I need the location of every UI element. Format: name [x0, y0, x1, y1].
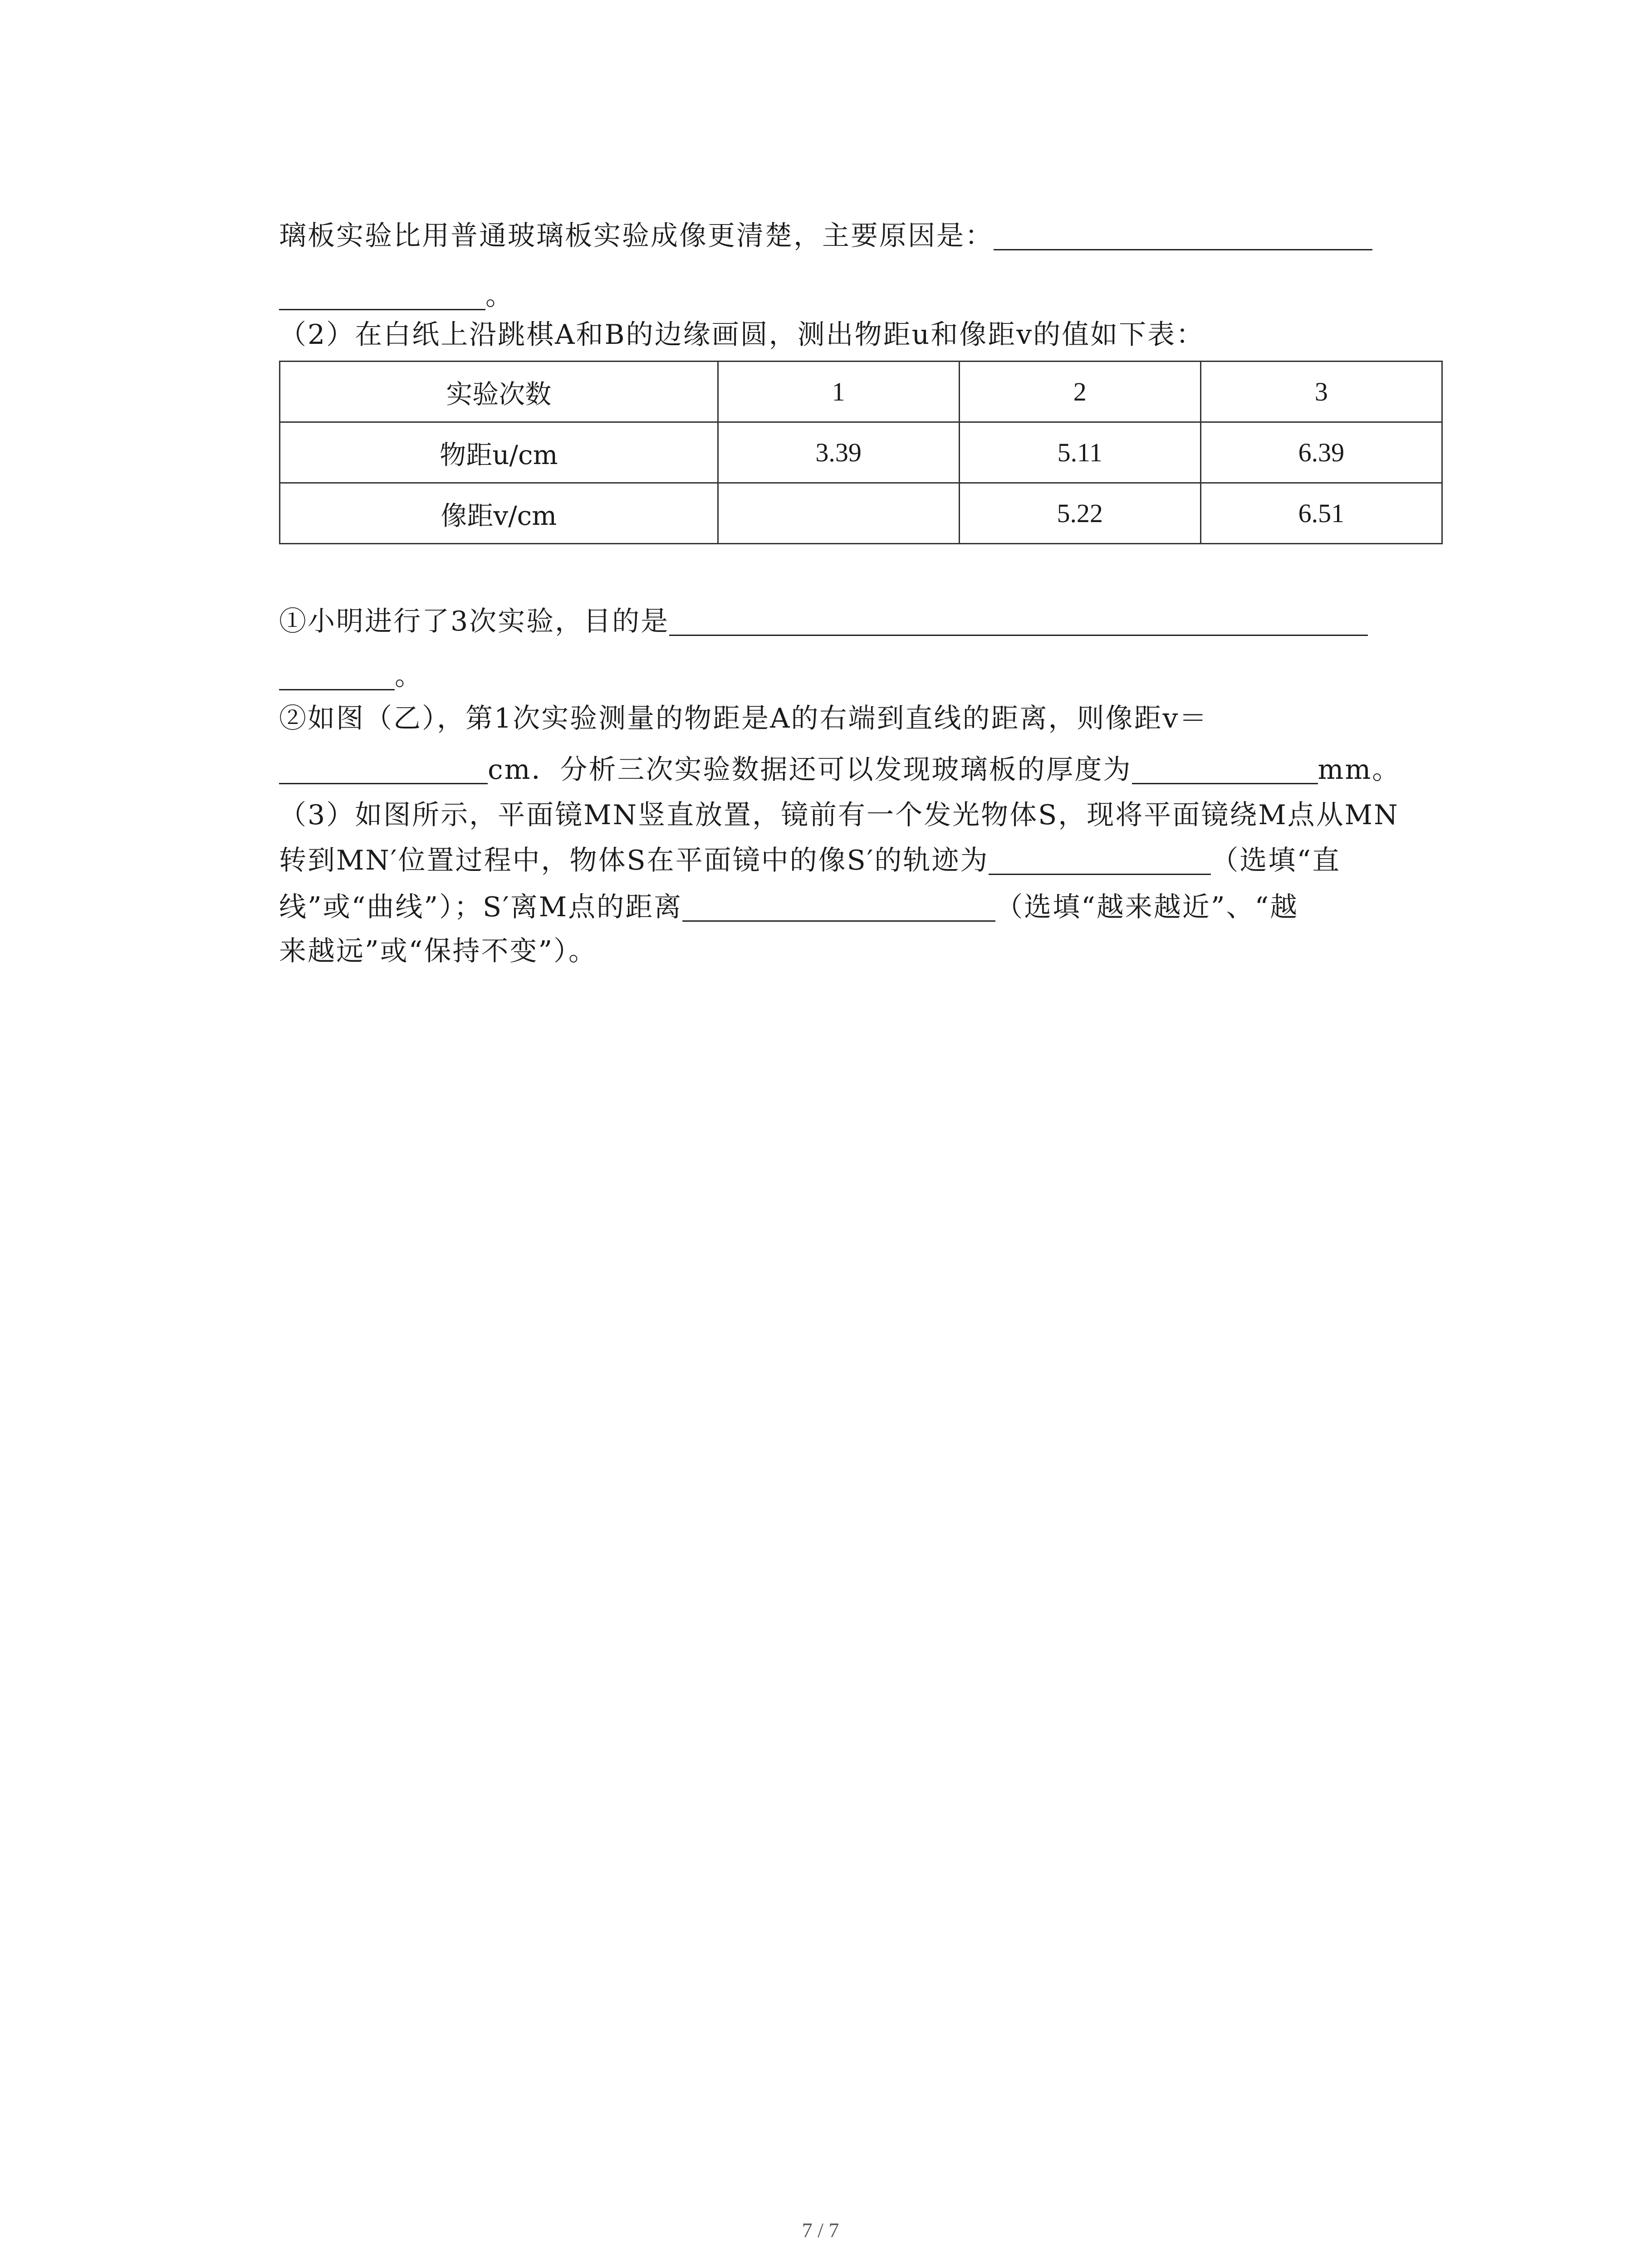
- table-cell: 6.39: [1200, 422, 1442, 483]
- question-3-line-2a: 转到MN′位置过程中，物体S在平面镜中的像S′的轨迹为: [279, 845, 989, 876]
- table-row: [280, 422, 1442, 483]
- text-line-5: [279, 657, 423, 695]
- question-3-line-2b: （选填“直: [1211, 845, 1341, 876]
- table-cell: 5.11: [959, 422, 1200, 483]
- answer-blank-1b[interactable]: [279, 279, 485, 310]
- answer-blank-6[interactable]: [682, 890, 995, 922]
- question-2-intro: （2）在白纸上沿跳棋A和B的边缘画圆，测出物距u和像距v的值如下表：: [279, 319, 1205, 351]
- answer-blank-2b[interactable]: [279, 659, 395, 690]
- table-header-cell: 实验次数: [280, 362, 718, 422]
- table-row-label: 像距v/cm: [280, 483, 718, 544]
- unit-cm-text: cm．分析三次实验数据还可以发现玻璃板的厚度为: [488, 754, 1132, 786]
- text-line-8: [279, 796, 1399, 834]
- answer-blank-5[interactable]: [989, 844, 1211, 875]
- text-line-4: [279, 602, 1368, 640]
- text-line-2-end: 。: [485, 280, 514, 312]
- question-2-part-1: ①小明进行了3次实验，目的是: [279, 606, 670, 637]
- table-header-row: [280, 362, 1442, 422]
- text-line-1: [279, 217, 1372, 255]
- table-header-cell: 2: [959, 362, 1200, 422]
- text-line-3: [279, 316, 1205, 354]
- data-table: [279, 361, 1443, 544]
- table-cell: 5.22: [959, 483, 1200, 544]
- text-line-10: [279, 888, 1298, 926]
- table-row-label: 物距u/cm: [280, 422, 718, 483]
- table-header-cell: 1: [718, 362, 959, 422]
- text-line-2: [279, 277, 514, 315]
- text-line-5-end: 。: [395, 660, 423, 692]
- question-3-intro: （3）如图所示，平面镜MN竖直放置，镜前有一个发光物体S，现将平面镜绕M点从MN: [279, 799, 1399, 831]
- table-cell: 3.39: [718, 422, 959, 483]
- text-line-1-content: 璃板实验比用普通玻璃板实验成像更清楚，主要原因是：: [279, 220, 994, 252]
- answer-blank-2a[interactable]: [669, 605, 1368, 636]
- table-cell: 6.51: [1200, 483, 1442, 544]
- answer-blank-3[interactable]: [279, 753, 488, 784]
- page-number: 7 / 7: [802, 2219, 839, 2242]
- unit-mm-text: mm。: [1318, 754, 1401, 786]
- answer-blank-4[interactable]: [1132, 753, 1318, 784]
- answer-blank-1a[interactable]: [994, 219, 1372, 250]
- table-cell-empty[interactable]: [718, 483, 959, 544]
- question-3-line-4: 来越远”或“保持不变”）。: [279, 935, 598, 967]
- question-3-line-3a: 线”或“曲线”）；S′离M点的距离: [279, 891, 683, 923]
- question-2-part-2: ②如图（乙），第1次实验测量的物距是A的右端到直线的距离，则像距v＝: [279, 703, 1208, 734]
- text-line-11: [279, 932, 597, 970]
- question-3-line-3b: （选填“越来越近”、“越: [995, 891, 1299, 923]
- text-line-9: [279, 841, 1341, 880]
- table-header-cell: 3: [1200, 362, 1442, 422]
- text-line-7: [279, 751, 1401, 789]
- table-row: [280, 483, 1442, 544]
- text-line-6: [279, 699, 1208, 738]
